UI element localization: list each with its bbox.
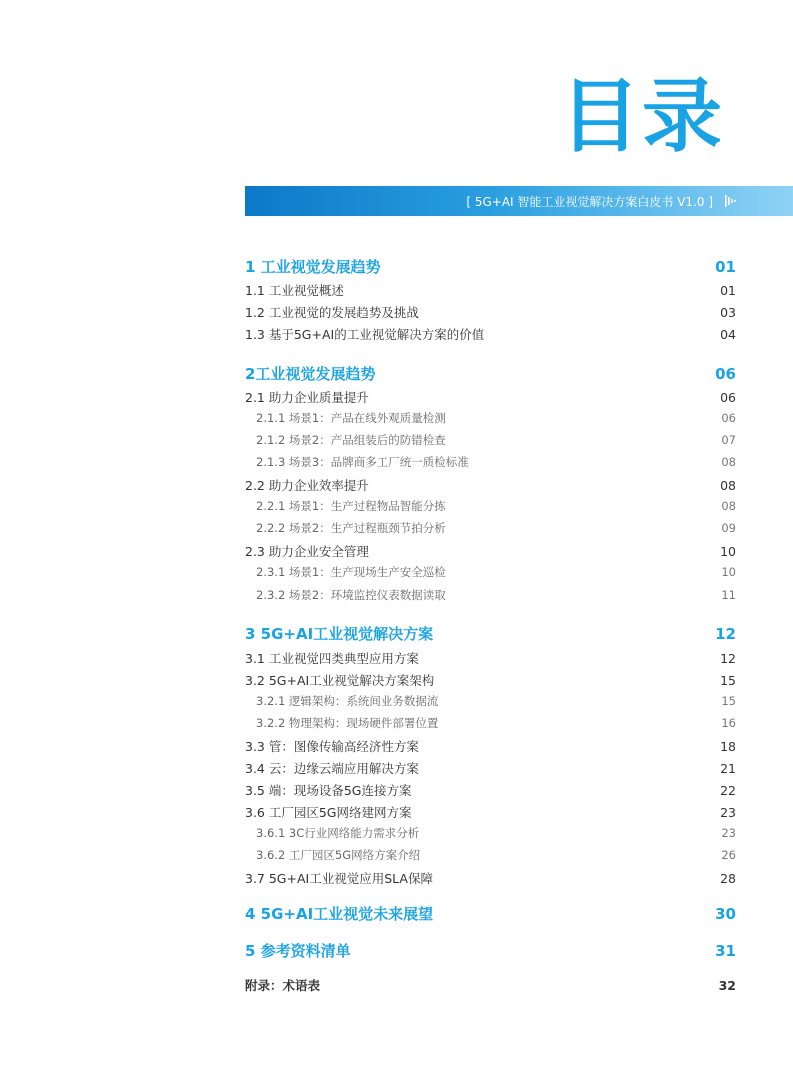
toc-entry[interactable] <box>245 903 736 924</box>
toc-entry-page: 08 <box>721 455 736 469</box>
toc-entry-title: 2.1.1 场景1：产品在线外观质量检测 <box>256 411 446 425</box>
toc-entry-page: 23 <box>721 826 736 840</box>
toc-entry-title: 2.3.2 场景2：环境监控仪表数据读取 <box>256 588 446 602</box>
toc-entry-page: 12 <box>720 651 736 666</box>
toc-entry-page: 23 <box>720 805 736 820</box>
toc-entry-title: 4 5G+AI工业视觉未来展望 <box>245 905 434 923</box>
toc-entry-page: 30 <box>715 905 736 923</box>
toc-entry-title: 3.5 端：现场设备5G连接方案 <box>245 783 412 798</box>
toc-entry[interactable] <box>245 825 736 841</box>
toc-entry[interactable] <box>245 498 736 514</box>
toc-entry-title: 1.2 工业视觉的发展趋势及挑战 <box>245 305 419 320</box>
toc-entry-page: 15 <box>720 673 736 688</box>
toc-entry-page: 09 <box>721 521 736 535</box>
toc-entry-page: 06 <box>715 365 736 383</box>
toc-entry-title: 3.6.2 工厂园区5G网络方案介绍 <box>256 848 421 862</box>
toc-entry-title: 2.2.2 场景2：生产过程瓶颈节拍分析 <box>256 521 446 535</box>
toc-entry[interactable] <box>245 671 736 689</box>
toc-entry[interactable] <box>245 623 736 644</box>
document-banner <box>245 186 793 216</box>
toc-entry-page: 06 <box>720 390 736 405</box>
toc-entry[interactable] <box>245 476 736 494</box>
toc-entry-page: 12 <box>715 625 736 643</box>
toc-entry-title: 5 参考资料清单 <box>245 942 351 960</box>
toc-entry[interactable] <box>245 410 736 426</box>
toc-entry[interactable] <box>245 803 736 821</box>
toc-entry-page: 18 <box>720 739 736 754</box>
toc-entry-title: 2.1.2 场景2：产品组装后的防错检查 <box>256 433 446 447</box>
toc-entry[interactable] <box>245 781 736 799</box>
toc-entry-page: 26 <box>721 848 736 862</box>
toc-entry-page: 08 <box>721 499 736 513</box>
toc-entry[interactable] <box>245 869 736 887</box>
toc-entry-title: 2工业视觉发展趋势 <box>245 365 376 383</box>
toc-entry-title: 3.1 工业视觉四类典型应用方案 <box>245 651 419 666</box>
toc-entry-title: 3.6.1 3C行业网络能力需求分析 <box>256 826 420 840</box>
toc-entry-title: 3.7 5G+AI工业视觉应用SLA保障 <box>245 871 433 886</box>
toc-entry-title: 2.1.3 场景3：品牌商多工厂统一质检标准 <box>256 455 469 469</box>
toc-entry-title: 2.3 助力企业安全管理 <box>245 544 369 559</box>
toc-entry[interactable] <box>245 363 736 384</box>
toc-entry[interactable] <box>245 281 736 299</box>
toc-entry-title: 3.6 工厂园区5G网络建网方案 <box>245 805 412 820</box>
toc-entry[interactable] <box>245 432 736 448</box>
toc-entry-title: 附录：术语表 <box>245 978 321 993</box>
toc-entry[interactable] <box>245 564 736 580</box>
toc-entry[interactable] <box>245 649 736 667</box>
toc-entry-title: 1.3 基于5G+AI的工业视觉解决方案的价值 <box>245 327 485 342</box>
toc-entry-page: 07 <box>721 433 736 447</box>
toc-entry-page: 32 <box>718 978 736 993</box>
toc-entry-title: 3.2.1 逻辑架构：系统间业务数据流 <box>256 694 439 708</box>
toc-entry-page: 22 <box>720 783 736 798</box>
toc-entry[interactable] <box>245 256 736 277</box>
toc-entry-title: 2.2.1 场景1：生产过程物品智能分拣 <box>256 499 446 513</box>
toc-entry[interactable] <box>245 693 736 709</box>
toc-entry-page: 21 <box>720 761 736 776</box>
toc-entry-page: 31 <box>715 942 736 960</box>
toc-entry[interactable] <box>245 542 736 560</box>
toc-entry[interactable] <box>245 940 736 961</box>
toc-entry-appendix[interactable] <box>245 976 736 994</box>
page-title: 目录 <box>560 70 724 163</box>
toc-entry-title: 3.2.2 物理架构：现场硬件部署位置 <box>256 716 439 730</box>
toc-entry-page: 16 <box>721 716 736 730</box>
banner-mark-icon <box>725 194 737 208</box>
toc-entry-page: 01 <box>715 258 736 276</box>
toc-entry[interactable] <box>245 325 736 343</box>
banner-title: [ 5G+AI 智能工业视觉解决方案白皮书 V1.0 ] <box>466 195 713 209</box>
toc-entry-page: 03 <box>720 305 736 320</box>
toc-entry[interactable] <box>245 520 736 536</box>
toc-entry-title: 3 5G+AI工业视觉解决方案 <box>245 625 434 643</box>
toc-entry-page: 10 <box>721 565 736 579</box>
toc-entry[interactable] <box>245 715 736 731</box>
toc-entry-title: 3.3 管：图像传输高经济性方案 <box>245 739 419 754</box>
toc-entry-page: 04 <box>720 327 736 342</box>
toc-entry-page: 06 <box>721 411 736 425</box>
toc-entry-page: 10 <box>720 544 736 559</box>
toc-entry[interactable] <box>245 303 736 321</box>
toc-entry-title: 1 工业视觉发展趋势 <box>245 258 381 276</box>
toc-entry[interactable] <box>245 454 736 470</box>
toc-entry[interactable] <box>245 587 736 603</box>
toc-entry-title: 3.2 5G+AI工业视觉解决方案架构 <box>245 673 435 688</box>
toc-entry-title: 2.3.1 场景1：生产现场生产安全巡检 <box>256 565 446 579</box>
toc-entry[interactable] <box>245 388 736 406</box>
toc-entry-page: 28 <box>720 871 736 886</box>
toc-entry-title: 1.1 工业视觉概述 <box>245 283 344 298</box>
toc-entry-title: 2.1 助力企业质量提升 <box>245 390 369 405</box>
toc-entry[interactable] <box>245 737 736 755</box>
toc-entry-page: 11 <box>721 588 736 602</box>
toc-entry-title: 2.2 助力企业效率提升 <box>245 478 369 493</box>
toc-entry-page: 15 <box>721 694 736 708</box>
toc-entry[interactable] <box>245 847 736 863</box>
toc-entry-title: 3.4 云：边缘云端应用解决方案 <box>245 761 419 776</box>
toc-entry-page: 01 <box>720 283 736 298</box>
toc-entry[interactable] <box>245 759 736 777</box>
toc-entry-page: 08 <box>720 478 736 493</box>
